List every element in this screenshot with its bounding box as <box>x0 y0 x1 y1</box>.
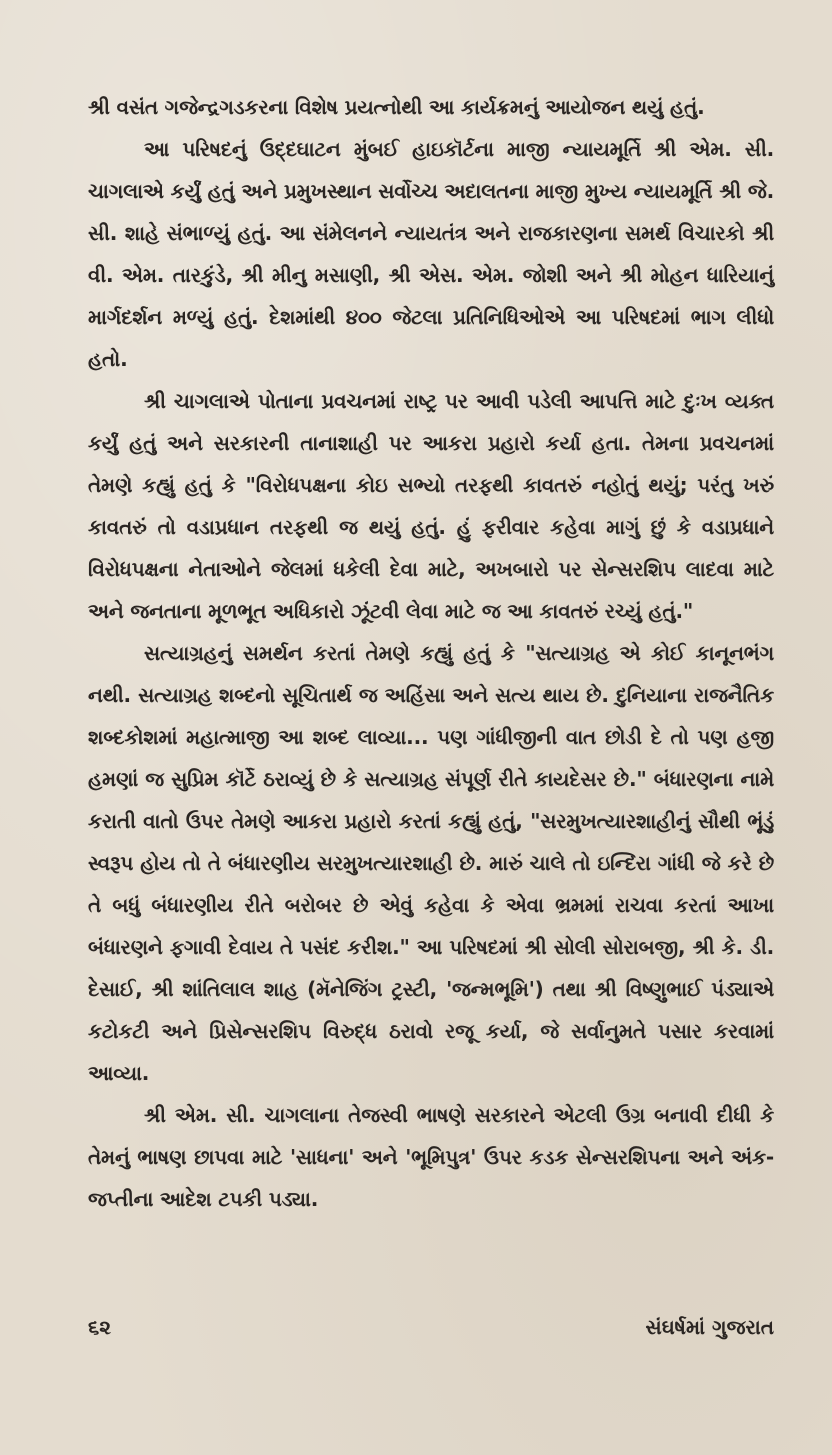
paragraph-satyagraha: સત્યાગ્રહનું સમર્થન કરતાં તેમણે કહ્યું હતું કે "સત્યાગ્રહ એ કોઈ કાનૂનભંગ નથી. સત્યાગ્રહ શબ્દનો સૂચિતાર્થ જ અહિંસા અને સત્ય થાય છે. દુનિયાના રાજનૈતિક શબ્દકોશમાં મહાત્માજી આ શબ્દ લાવ્યા... પણ ગાંધીજીની વાત છોડી દે તો પણ હજી હમણાં જ સુપ્રિમ કૉર્ટે ઠરાવ્યું છે કે સત્યાગ્રહ સંપૂર્ણ રીતે કાયદેસર છે." બંધારણના નામે કરાતી વાતો ઉપર તેમણે આકરા પ્રહારો કરતાં કહ્યું હતું, "સરમુખત્યારશાહીનું સૌથી ભૂંડું સ્વરૂપ હોય તો તે બંધારણીય સરમુખત્યારશાહી છે. મારું ચાલે તો ઇન્દિરા ગાંધી જે કરે છે તે બધું બંધારણીય રીતે બરોબર છે એવું કહેવા કે એવા ભ્રમમાં રાચવા કરતાં આખા બંધારણને ફગાવી દેવાય તે પસંદ કરીશ." આ પરિષદમાં શ્રી સોલી સોરાબજી, શ્રી કે. ડી. દેસાઈ, શ્રી શાંતિલાલ શાહ (મૅનેજિંગ ટ્રસ્ટી, 'જન્મભૂમિ') તથા શ્રી વિષ્ણુભાઈ પંડ્યાએ કટોકટી અને પ્રિસેન્સરશિપ વિરુદ્ધ ઠરાવો રજૂ કર્યા, જે સર્વાનુમતે પસાર કરવામાં આવ્યા. <box>88 641 774 1085</box>
paragraph-intro-line: શ્રી વસંત ગજેન્દ્રગડકરના વિશેષ પ્રયત્નોથી આ કાર્યક્રમનું આયોજન થયું હતું. <box>88 95 705 119</box>
paragraph-inauguration: આ પરિષદનું ઉદ્દઘાટન મુંબઈ હાઇકૉર્ટના માજી ન્યાયમૂર્તિ શ્રી એમ. સી. ચાગલાએ કર્યું હતું અને પ્રમુખસ્થાન સર્વોચ્ચ અદાલતના માજી મુખ્ય ન્યાયમૂર્તિ શ્રી જે. સી. શાહે સંભાળ્યું હતું. આ સંમેલનને ન્યાયતંત્ર અને રાજકારણના સમર્થ વિચારકો શ્રી વી. એમ. તારકુંડે, શ્રી મીનુ મસાણી, શ્રી એસ. એમ. જોશી અને શ્રી મોહન ધારિયાનું માર્ગદર્શન મળ્યું હતું. દેશમાંથી ૪૦૦ જેટલા પ્રતિનિધિઓએ આ પરિષદમાં ભાગ લીધો હતો. <box>88 137 774 371</box>
page-footer <box>88 1315 774 1349</box>
paragraph-censorship-orders: શ્રી એમ. સી. ચાગલાના તેજસ્વી ભાષણે સરકારને એટલી ઉગ્ર બનાવી દીધી કે તેમનું ભાષણ છાપવા માટે 'સાધના' અને 'ભૂમિપુત્ર' ઉપર કડક સેન્સરશિપના અને અંક-જપ્તીના આદેશ ટપકી પડ્યા. <box>88 1103 774 1211</box>
paragraph-chagla-speech: શ્રી ચાગલાએ પોતાના પ્રવચનમાં રાષ્ટ્ર પર આવી પડેલી આપત્તિ માટે દુઃખ વ્યક્ત કર્યું હતું અને સરકારની તાનાશાહી પર આકરા પ્રહારો કર્યા હતા. તેમના પ્રવચનમાં તેમણે કહ્યું હતું કે "વિરોધપક્ષના કોઇ સભ્યો તરફથી કાવતરું નહોતું થયું; પરંતુ ખરું કાવતરું તો વડાપ્રધાન તરફથી જ થયું હતું. હું ફરીવાર કહેવા માગું છું કે વડાપ્રધાને વિરોધપક્ષના નેતાઓને જેલમાં ધકેલી દેવા માટે, અખબારો પર સેન્સરશિપ લાદવા માટે અને જનતાના મૂળભૂત અધિકારો ઝૂંટવી લેવા માટે જ આ કાવતરું રચ્યું હતું." <box>88 389 774 623</box>
running-book-title: સંઘર્ષમાં ગુજરાત <box>645 1315 774 1339</box>
page-body <box>88 86 774 1220</box>
page-number: ૬૨ <box>88 1315 111 1339</box>
